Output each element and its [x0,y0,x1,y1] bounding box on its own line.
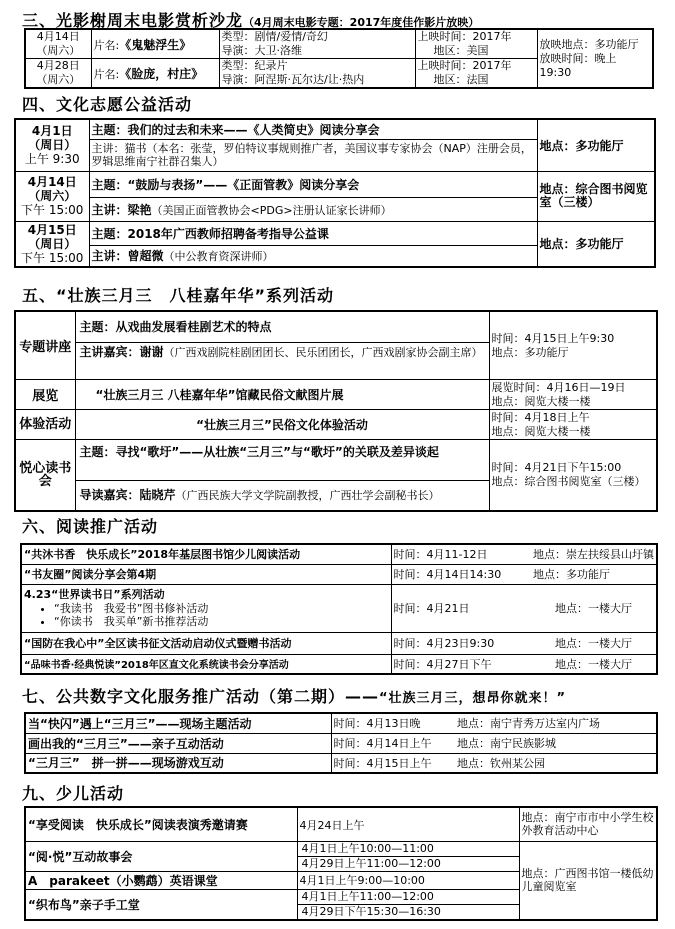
festival-row [15,410,657,440]
digital-row [25,753,657,773]
film-place-time: 放映地点：多功能厅 放映时间：晚上 19:30 [537,29,653,88]
festival-time-place: 时间：4月15日上午9:30 地点：多功能厅 [489,311,657,380]
digital-place: 地点：钦州某公园 [455,753,657,773]
reading-time: 时间：4月21日 [391,584,531,632]
reading-sublist [24,602,389,628]
reading-promo-table [20,543,658,675]
reading-time: 时间：4月11-12日 [391,544,531,564]
section-3-title: 三、光影榭周末电影赏析沙龙（4月周末电影专题：2017年度佳作影片放映） [22,11,480,30]
zhuang-festival-table [14,310,658,512]
digital-row [25,713,657,733]
volunteer-topic: 主题：我们的过去和未来——《人类简史》阅读分享会 [89,119,537,139]
film-salon-table [24,28,654,89]
reading-name: “品味书香·经典悦读”2018年区直文化系统读书会分享活动 [21,654,391,674]
children-time: 4月29日上午11:00—12:00 [298,856,519,871]
film-title: 片名:《脸庞，村庄》 [91,59,219,89]
film-type-director: 类型：剧情/爱情/奇幻 导演：大卫·洛维 [219,29,415,59]
volunteer-topic: 主题：“鼓励与表扬”——《正面管教》阅读分享会 [89,171,537,197]
list-item: • “你读书 我买单”新书推荐活动 [54,615,389,628]
children-name: “织布鸟”亲子手工堂 [25,889,297,920]
volunteer-place: 地点：多功能厅 [537,119,655,171]
festival-category: 专题讲座 [15,311,75,380]
volunteer-speaker: 主讲：曾超微（中公教育资深讲师） [89,245,537,267]
festival-category: 体验活动 [15,410,75,440]
festival-time-place: 时间：4月21日下午15:00 地点：综合图书阅览室（三楼） [489,440,657,512]
festival-speaker: 导读嘉宾：陆晓芹（广西民族大学文学院副教授，广西壮学会副秘书长） [76,480,489,510]
children-place: 地点：南宁市市中小学生校外教育活动中心 [519,807,657,841]
reading-time: 时间：4月27日下午 [391,654,531,674]
children-row [25,807,657,841]
reading-row [21,654,657,674]
film-date: 4月28日 （周六） [25,59,91,89]
festival-time-place: 展览时间：4月16日—19日 地点：阅览大楼一楼 [489,380,657,410]
volunteer-date: 4月1日 （周日） 上午 9:30 [15,119,89,171]
section-4-title: 四、文化志愿公益活动 [22,95,193,114]
festival-topic: 主题：寻找“歌圩”——从壮族“三月三”与“歌圩”的关联及差异谈起 [79,445,439,459]
digital-time: 时间：4月15日上午 [331,753,455,773]
film-year-region: 上映时间：2017年 地区：法国 [415,59,537,89]
volunteer-topic: 主题：2018年广西教师招聘备考指导公益课 [89,221,537,245]
children-row [25,841,657,871]
volunteer-date: 4月14日 （周六） 下午 15:00 [15,171,89,221]
digital-name: 画出我的“三月三”——亲子互动活动 [25,733,331,753]
volunteer-table [14,118,656,268]
festival-row [15,311,657,380]
film-type-director: 类型：纪录片 导演：阿涅斯·瓦尔达/让·热内 [219,59,415,89]
children-time: 4月1日上午10:00—11:00 [301,841,434,855]
reading-name: “共沐书香 快乐成长”2018年基层图书馆少儿阅读活动 [21,544,391,564]
children-shared-place: 地点：广西图书馆一楼低幼儿童阅览室 [519,841,657,920]
festival-category: 悦心读书会 [15,440,75,512]
children-name: A parakeet（小鹦鹉）英语课堂 [25,871,297,889]
children-activities-table [24,806,658,921]
children-name: “阅·悦”互动故事会 [25,841,297,871]
volunteer-place: 地点：多功能厅 [537,221,655,267]
film-date: 4月14日 （周六） [25,29,91,59]
children-time: 4月1日上午9:00—10:00 [297,871,519,889]
section-5-title: 五、“壮族三月三 八桂嘉年华”系列活动 [22,286,335,305]
reading-name: “国防在我心中”全区读书征文活动启动仪式暨赠书活动 [21,632,391,654]
digital-culture-table [24,712,658,774]
children-time: 4月1日上午11:00—12:00 [301,889,434,903]
festival-category: 展览 [15,380,75,410]
volunteer-speaker: 主讲：梁艳（美国正面管教协会<PDG>注册认证家长讲师） [89,197,537,221]
digital-time: 时间：4月14日上午 [331,733,455,753]
reading-time: 时间：4月23日9:30 [391,632,531,654]
list-item: • “我读书 我爱书”图书修补活动 [54,602,389,615]
festival-topic: “壮族三月三 八桂嘉年华”馆藏民俗文献图片展 [75,380,489,410]
children-time: 4月24日上午 [297,807,519,841]
digital-time: 时间：4月13日晚 [331,713,455,733]
reading-row [21,584,657,632]
festival-speaker: 主讲嘉宾：谢谢（广西戏剧院桂剧团团长、民乐团团长，广西戏剧家协会副主席） [76,342,489,379]
festival-row [15,380,657,410]
reading-name: 4.23“世界读书日”系列活动 • “我读书 我爱书”图书修补活动 • “你读书 我买单”新书推荐活动 [21,584,391,632]
reading-row [21,564,657,584]
children-name: “享受阅读 快乐成长”阅读表演秀邀请赛 [25,807,297,841]
festival-row [15,440,657,512]
reading-place: 地点：一楼大厅 [531,584,657,632]
reading-place: 地点：崇左扶绥县山圩镇 [531,544,657,564]
reading-name: “书友圈”阅读分享会第4期 [21,564,391,584]
festival-topic: 主题：从戏曲发展看桂剧艺术的特点 [79,320,272,334]
children-time: 4月29日下午15:30—16:30 [298,904,519,919]
section-7-title: 七、公共数字文化服务推广活动（第二期）——“壮族三月三，想昂你就来！” [22,687,567,706]
section-6-title: 六、阅读推广活动 [22,517,159,536]
film-year-region: 上映时间：2017年 地区：美国 [415,29,537,59]
digital-name: “三月三” 拼一拼——现场游戏互动 [25,753,331,773]
digital-row [25,733,657,753]
volunteer-place: 地点：综合图书阅览室（三楼） [537,171,655,221]
reading-place: 地点：一楼大厅 [531,632,657,654]
digital-name: 当“快闪”遇上“三月三”——现场主题活动 [25,713,331,733]
reading-time: 时间：4月14日14:30 [391,564,531,584]
reading-row [21,632,657,654]
section-7-slogan: “壮族三月三，想昂你就来！” [379,691,567,706]
digital-place: 地点：南宁民族影城 [455,733,657,753]
volunteer-speaker: 主讲：猫书（本名：张莹，罗伯特议事规则推广者，美国议事专家协会（NAP）注册会员，罗辑思维南宁社群召集人） [89,139,537,171]
digital-place: 地点：南宁青秀万达室内广场 [455,713,657,733]
volunteer-date: 4月15日 （周日） 下午 15:00 [15,221,89,267]
reading-place: 地点：一楼大厅 [531,654,657,674]
film-title: 片名:《鬼魅浮生》 [91,29,219,59]
festival-topic: “壮族三月三”民俗文化体验活动 [75,410,489,440]
festival-time-place: 时间：4月18日上午 地点：阅览大楼一楼 [489,410,657,440]
section-9-title: 九、少儿活动 [22,784,125,803]
reading-row [21,544,657,564]
reading-place: 地点：多功能厅 [531,564,657,584]
film-row [25,29,653,59]
